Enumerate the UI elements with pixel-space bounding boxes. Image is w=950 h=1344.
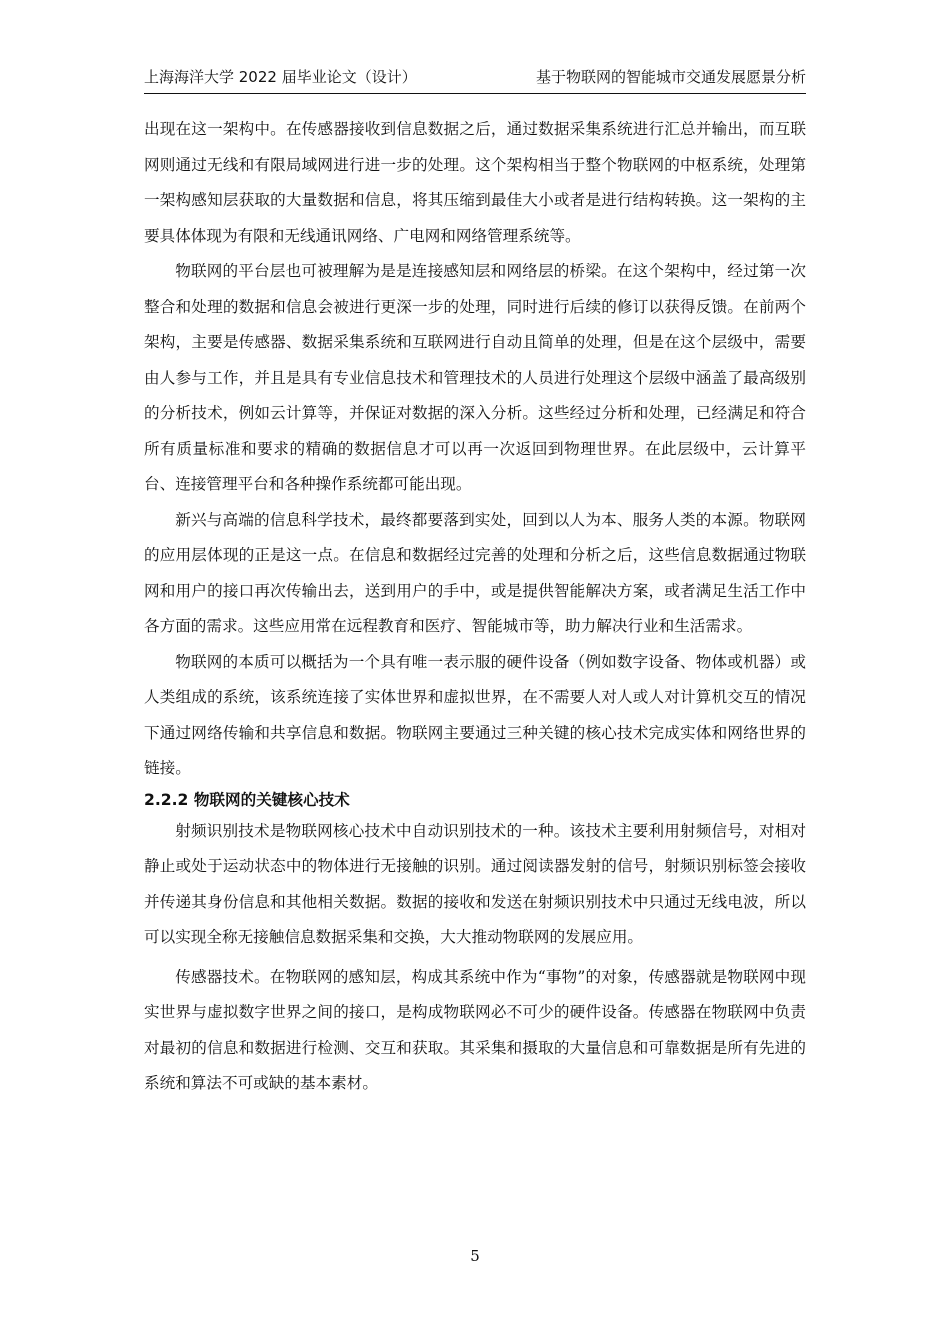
paragraph-iot-essence: 物联网的本质可以概括为一个具有唯一表示服的硬件设备（例如数字设备、物体或机器）或人类组成的系统，该系统连接了实体世界和虚拟世界，在不需要人对人或人对计算机交互的情况下通过网络传输和共享信息和数据。物联网主要通过三种关键的核心技术完成实体和网络世界的链接。 xyxy=(144,652,806,777)
body-text xyxy=(144,112,806,1102)
header-university-title: 上海海洋大学 2022 届毕业论文（设计） xyxy=(144,68,417,86)
running-header xyxy=(144,66,806,88)
header-thesis-title: 基于物联网的智能城市交通发展愿景分析 xyxy=(535,68,806,86)
section-heading: 2.2.2 物联网的关键核心技术 xyxy=(144,790,350,809)
page-number: 5 xyxy=(470,1247,480,1265)
paragraph-sensor-technology: 传感器技术。在物联网的感知层，构成其系统中作为“事物”的对象，传感器就是物联网中现实世界与虚拟数字世界之间的接口，是构成物联网必不可少的硬件设备。传感器在物联网中负责对最初的信息和数据进行检测、交互和获取。其采集和摄取的大量信息和可靠数据是所有先进的系统和算法不可或缺的基本素材。 xyxy=(144,967,806,1092)
paragraph-application-layer: 新兴与高端的信息科学技术，最终都要落到实处，回到以人为本、服务人类的本源。物联网的应用层体现的正是这一点。在信息和数据经过完善的处理和分析之后，这些信息数据通过物联网和用户的接口再次传输出去，送到用户的手中，或是提供智能解决方案，或者满足生活工作中各方面的需求。这些应用常在远程教育和医疗、智能城市等，助力解决行业和生活需求。 xyxy=(144,510,806,635)
paragraph-platform-layer: 物联网的平台层也可被理解为是是连接感知层和网络层的桥梁。在这个架构中，经过第一次整合和处理的数据和信息会被进行更深一步的处理，同时进行后续的修订以获得反馈。在前两个架构，主要是传感器、数据采集系统和互联网进行自动且简单的处理，但是在这个层级中，需要由人参与工作，并且是具有专业信息技术和管理技术的人员进行处理这个层级中涵盖了最高级别的分析技术，例如云计算等，并保证对数据的深入分析。这些经过分析和处理，已经满足和符合所有质量标准和要求的精确的数据信息才可以再一次返回到物理世界。在此层级中，云计算平台、连接管理平台和各种操作系统都可能出现。 xyxy=(144,262,806,493)
paragraph-network-layer-continued: 出现在这一架构中。在传感器接收到信息数据之后，通过数据采集系统进行汇总并输出，而互联网则通过无线和有限局域网进行进一步的处理。这个架构相当于整个物联网的中枢系统，处理第一架构感知层获取的大量数据和信息，将其压缩到最佳大小或者是进行结构转换。这一架构的主要具体体现为有限和无线通讯网络、广电网和网络管理系统等。 xyxy=(144,120,806,245)
header-divider xyxy=(144,93,806,94)
paragraph-rfid: 射频识别技术是物联网核心技术中自动识别技术的一种。该技术主要利用射频信号，对相对静止或处于运动状态中的物体进行无接触的识别。通过阅读器发射的信号，射频识别标签会接收并传递其身份信息和其他相关数据。数据的接收和发送在射频识别技术中只通过无线电波，所以可以实现全称无接触信息数据采集和交换，大大推动物联网的发展应用。 xyxy=(144,821,806,946)
